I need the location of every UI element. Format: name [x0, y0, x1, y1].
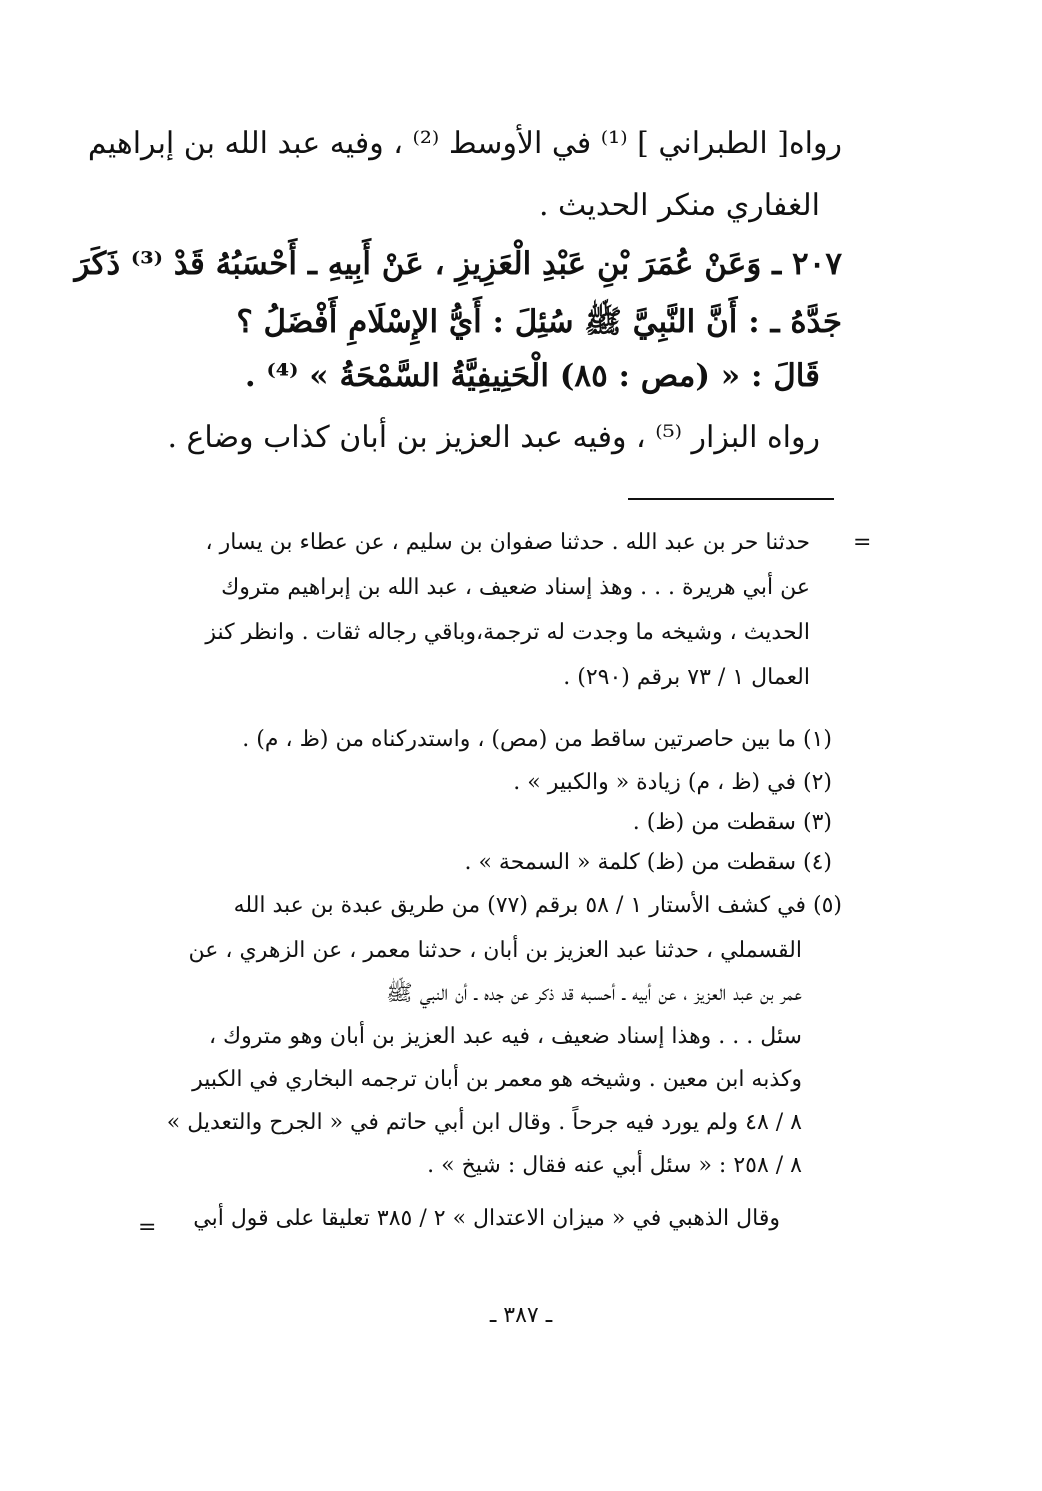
- footnote-3: (٣) سقطت من (ظ) .: [632, 810, 832, 835]
- footnote-5-line-6: ٨ / ٤٨ ولم يورد فيه جرحاً . وقال ابن أبي حاتم في « الجرح والتعديل »: [166, 1110, 802, 1135]
- footnote-2: (٢) في (ظ ، م) زيادة « والكبير » .: [513, 770, 832, 795]
- footnote-continuation-line-1: حدثنا حر بن عبد الله . حدثنا صفوان بن سليم ، عن عطاء بن يسار ،: [205, 530, 810, 555]
- footnote-1: (١) ما بين حاصرتين ساقط من (مص) ، واستدركناه من (ظ ، م) .: [242, 727, 832, 752]
- footnote-5-line-8: وقال الذهبي في « ميزان الاعتدال » ٢ / ٣٨٥ تعليقا على قول أبي: [193, 1206, 780, 1231]
- footnote-5-line-3: عمر بن عبد العزيز ، عن أبيه ـ أحسبه قد ذكر عن جده ـ أن النبي ﷺ: [386, 981, 802, 1006]
- continuation-marker: =: [853, 530, 872, 555]
- hadith-line-2: جَدَّهُ ـ : أَنَّ النَّبِيَّ ﷺ سُئِلَ : أَيُّ الإِسْلَامِ أَفْضَلُ ؟: [236, 304, 842, 340]
- footnote-5-line-4: سئل . . . وهذا إسناد ضعيف ، فيه عبد العزيز بن أبان وهو متروك ،: [208, 1024, 802, 1049]
- footnote-5-line-5: وكذبه ابن معين . وشيخه هو معمر بن أبان ترجمه البخاري في الكبير: [192, 1067, 802, 1092]
- footnote-5-line-2: القسملي ، حدثنا عبد العزيز بن أبان ، حدثنا معمر ، عن الزهري ، عن: [188, 938, 802, 963]
- main-line-2: الغفاري منكر الحديث .: [538, 188, 820, 223]
- end-continuation-marker: =: [138, 1215, 157, 1240]
- footnote-4: (٤) سقطت من (ظ) كلمة « السمحة » .: [464, 850, 832, 875]
- hadith-line-3: قَالَ : « (مص : ٨٥) الْحَنِيفِيَّةُ السَّمْحَةُ » ⁽⁴⁾ .: [244, 358, 820, 394]
- hadith-line-1: ٢٠٧ ـ وَعَنْ عُمَرَ بْنِ عَبْدِ الْعَزِيزِ ، عَنْ أَبِيهِ ـ أَحْسَبُهُ قَدْ ⁽³⁾ ذَكَرَ: [74, 246, 842, 282]
- footnote-5-line-7: ٨ / ٢٥٨ : « سئل أبي عنه فقال : شيخ » .: [427, 1153, 802, 1178]
- page-number: ـ ٣٨٧ ـ: [489, 1303, 553, 1328]
- main-line-1: رواه[ الطبراني ] ⁽¹⁾ في الأوسط ⁽²⁾ ، وفيه عبد الله بن إبراهيم: [87, 126, 842, 161]
- footnote-continuation-line-2: عن أبي هريرة . . . وهذ إسناد ضعيف ، عبد الله بن إبراهيم متروك: [221, 575, 810, 600]
- footnote-5-line-1: (٥) في كشف الأستار ١ / ٥٨ برقم (٧٧) من طريق عبدة بن عبد الله: [233, 893, 842, 918]
- footnote-continuation-line-4: العمال ١ / ٧٣ برقم (٢٩٠) .: [563, 665, 810, 690]
- footnote-separator: [628, 498, 834, 500]
- main-line-3: رواه البزار ⁽⁵⁾ ، وفيه عبد العزيز بن أبان كذاب وضاع .: [167, 420, 820, 455]
- footnote-continuation-line-3: الحديث ، وشيخه ما وجدت له ترجمة،وباقي رجاله ثقات . وانظر كنز: [205, 620, 810, 645]
